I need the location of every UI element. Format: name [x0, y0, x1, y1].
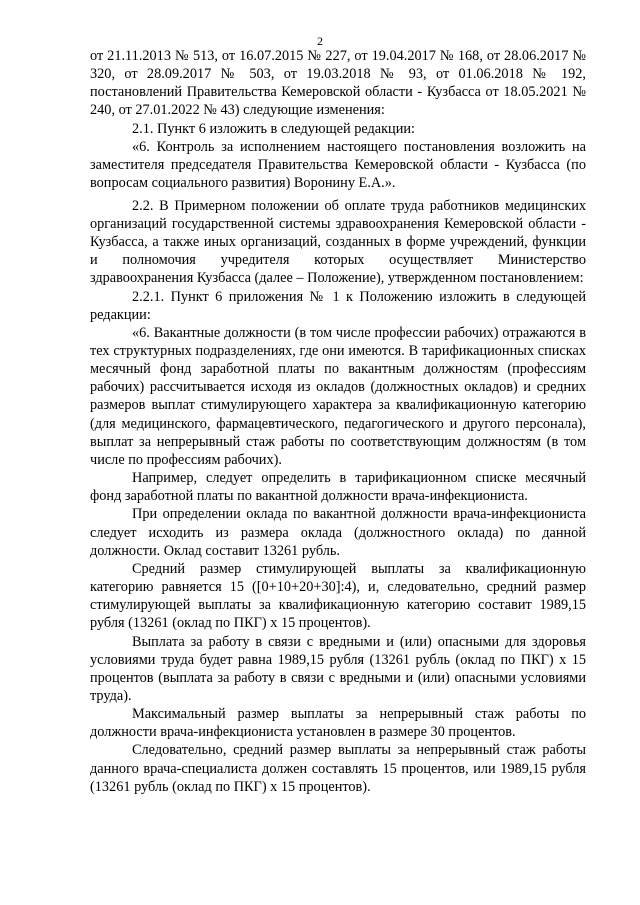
document-body: [90, 47, 586, 796]
paragraph-salary-definition: При определении оклада по вакантной должности врача-инфекциониста следует исходить из размера оклада (должностного оклада) по данной должности. Оклад составит 13261 рубль.: [90, 506, 586, 559]
paragraph-item-6-vacancies: «6. Вакантные должности (в том числе профессии рабочих) отражаются в тех структурных подразделениях, где они имеются. В тарификационных списках месячный фонд заработной платы по вакантным должностям (профессиям рабочих) рассчитывается исходя из окладов (должностных окладов) и средних размеров выплат стимулирующего характера за квалификационную категорию (для медицинского, фармацевтического, педагогического и другого персонала), выплат за непрерывный стаж работы по соответствующим должностям (в том числе по профессиям рабочих).: [90, 324, 586, 468]
paragraph-item-2-2: 2.2. В Примерном положении об оплате труда работников медицинских организаций государственной системы здравоохранения Кемеровской области - Кузбасса, а также иных организаций, созданных в форме учреждений, функции и полномочия учредителя которых осуществляет Министерство здравоохранения Кузбасса (далее – Положение), утвержденном постановлением:: [90, 197, 586, 287]
paragraph-item-2-2-1: 2.2.1. Пункт 6 приложения № 1 к Положению изложить в следующей редакции:: [90, 288, 586, 323]
paragraph-example-intro: Например, следует определить в тарификационном списке месячный фонд заработной платы по вакантной должности врача-инфекциониста.: [90, 470, 586, 505]
paragraph-harmful-conditions-payment: Выплата за работу в связи с вредными и (или) опасными для здоровья условиями труда будет равна 1989,15 рубля (13261 рубль (оклад по ПКГ) x 15 процентов (выплата за работу в связи с вредными и (или) опасными условиями труда).: [90, 633, 586, 704]
paragraph-item-6-control: «6. Контроль за исполнением настоящего постановления возложить на заместителя председателя Правительства Кемеровской области - Кузбасса (по вопросам социального развития) Воронину Е.А.».: [90, 138, 586, 192]
paragraph-average-seniority-payment: Следовательно, средний размер выплаты за непрерывный стаж работы данного врача-специалиста должен составлять 15 процентов, или 1989,15 рубля (13261 рубль (оклад по ПКГ) x 15 процентов).: [90, 742, 586, 795]
page-number: 2: [317, 34, 323, 48]
paragraph-amended-acts-list: от 21.11.2013 № 513, от 16.07.2015 № 227, от 19.04.2017 № 168, от 28.06.2017 № 320, от 28.09.2017 № 503, от 19.03.2018 № 93, от 01.06.2018 № 192, постановлений Правительства Кемеровской области - Кузбасса от 18.05.2021 № 240, от 27.01.2022 № 43) следующие изменения:: [90, 48, 586, 119]
paragraph-qualification-payment: Средний размер стимулирующей выплаты за квалификационную категорию равняется 15 ([0+10+20+30]:4), и, следовательно, средний размер стимулирующей выплаты за квалификационную категорию составит 1989,15 рубля (13261 (оклад по ПКГ) x 15 процентов).: [90, 560, 586, 632]
paragraph-max-seniority-payment: Максимальный размер выплаты за непрерывный стаж работы по должности врача-инфекциониста установлен в размере 30 процентов.: [90, 706, 586, 741]
paragraph-item-2-1: 2.1. Пункт 6 изложить в следующей редакции:: [132, 120, 415, 137]
